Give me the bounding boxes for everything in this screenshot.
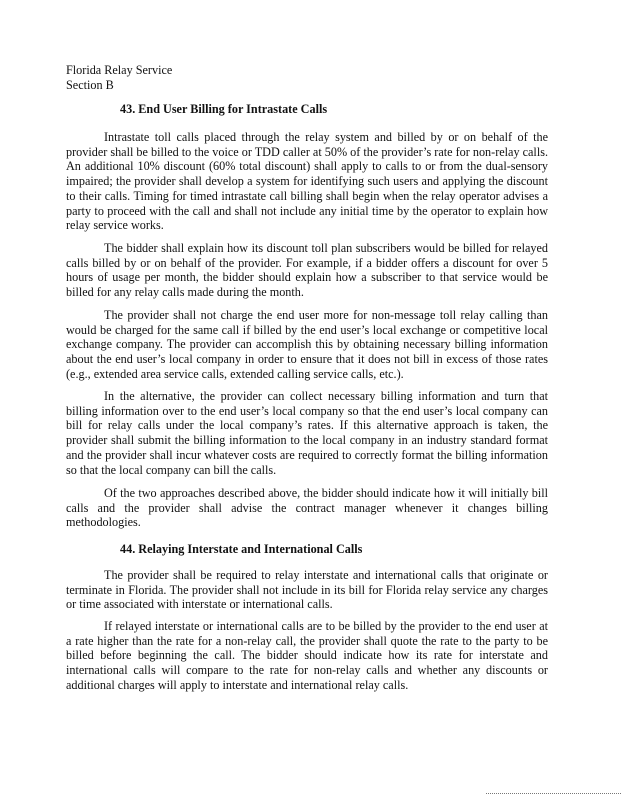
paragraph: Intrastate toll calls placed through the relay system and billed by or on behalf of the provider shall be billed to the voice or TDD caller at 50% of the provider’s rate for non-relay calls. An additional 10% discount (60% total discount) shall apply to calls to or from the dual-sensory impaired; the provider shall develop a system for identifying such users and applying the discount to their calls. Timing for timed intrastate call billing shall begin when the relay operator advises a party to proceed with the call and shall not include any initial time by the operator to explain how relay service works. [66, 130, 548, 233]
paragraph: Of the two approaches described above, the bidder should indicate how it will initially bill calls and the provider shall advise the contract manager whenever it changes billing methodologies. [66, 486, 548, 530]
paragraph: The provider shall not charge the end user more for non-message toll relay calling than would be charged for the same call if billed by the end user’s local exchange or competitive local exchange company. The provider can accomplish this by obtaining necessary billing information about the end user’s local company in order to ensure that it does not bill in excess of those rates (e.g., extended area service calls, extended calling service calls, etc.). [66, 308, 548, 381]
scan-edge-divider [486, 793, 621, 794]
paragraph: The provider shall be required to relay interstate and international calls that originate or terminate in Florida. The provider shall not include in its bill for Florida relay service any charges or time associated with interstate or international calls. [66, 568, 548, 612]
header-title: Florida Relay Service [66, 63, 173, 77]
section-heading-44: 44. Relaying Interstate and International Calls [120, 542, 363, 556]
document-header [66, 63, 172, 93]
paragraph: In the alternative, the provider can collect necessary billing information and turn that billing information over to the end user’s local company so that the end user’s local company can bill for relay calls under the local company’s rates. If this alternative approach is taken, the provider shall submit the billing information to the local company in an industry standard format and the provider shall incur whatever costs are required to correctly format the billing information so that the local company can bill the calls. [66, 389, 548, 477]
paragraph: If relayed interstate or international calls are to be billed by the provider to the end user at a rate higher than the rate for a non-relay call, the provider shall quote the rate to the party to be billed before beginning the call. The bidder should indicate how its rate for interstate and international calls will compare to the rate for non-relay calls and whether any discounts or additional charges will apply to interstate and international relay calls. [66, 619, 548, 692]
header-section: Section B [66, 78, 114, 92]
section-heading-43: 43. End User Billing for Intrastate Calls [120, 102, 328, 116]
paragraph: The bidder shall explain how its discount toll plan subscribers would be billed for relayed calls billed by or on behalf of the provider. For example, if a bidder offers a discount for over 5 hours of usage per month, the bidder should explain how a subscriber to that service would be billed for any relay calls made during the month. [66, 241, 548, 300]
